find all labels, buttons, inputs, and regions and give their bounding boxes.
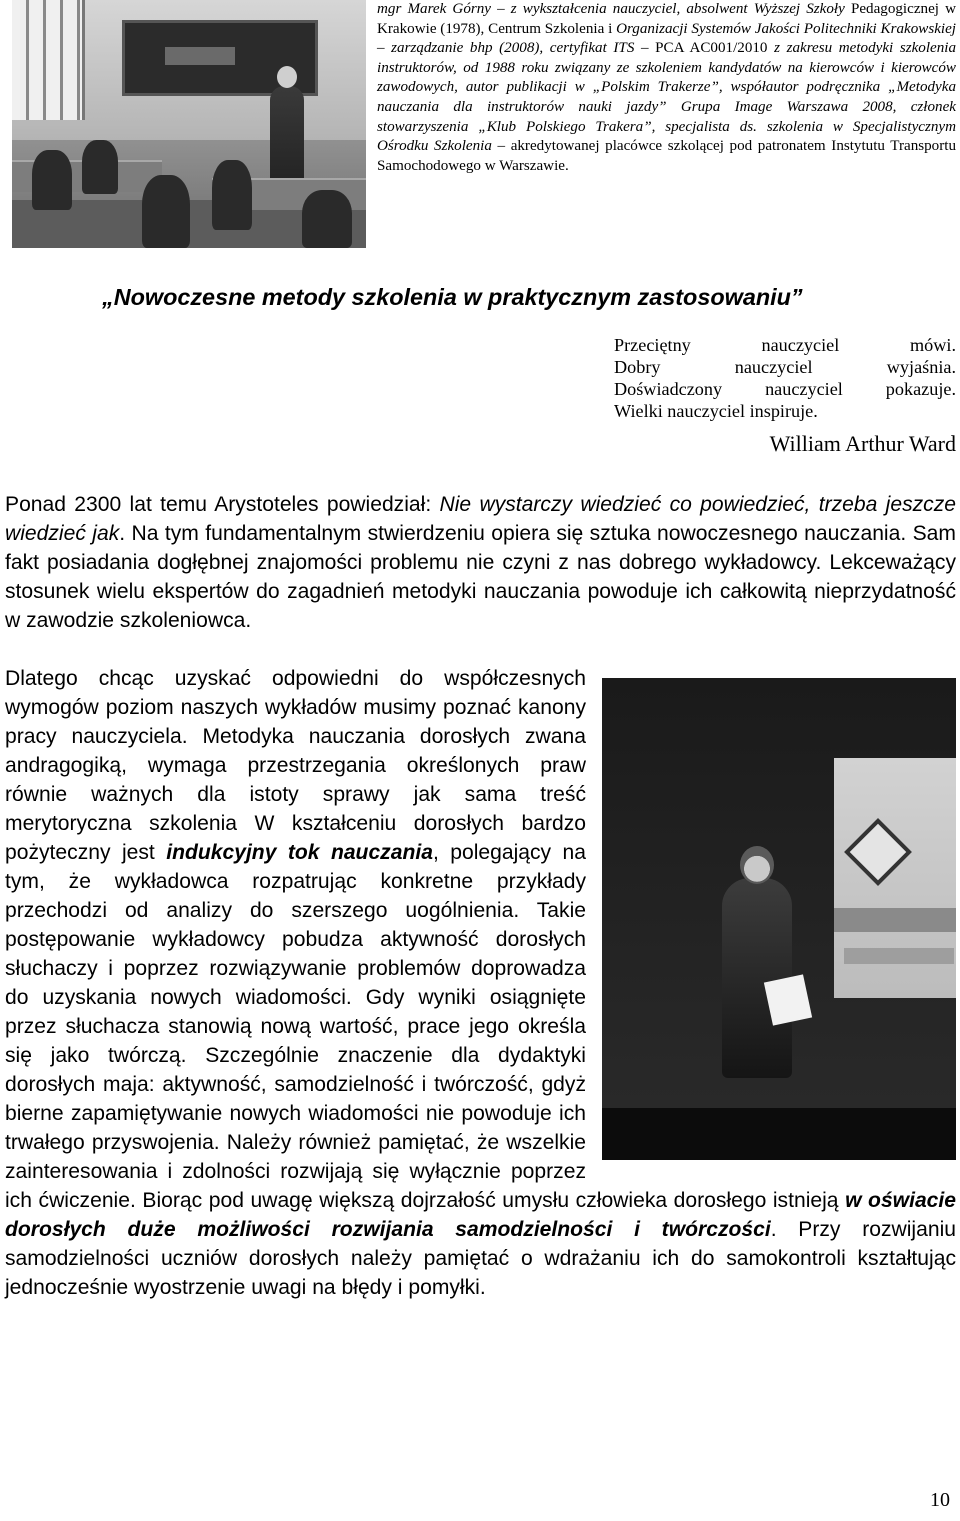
quote-line: Doświadczony nauczyciel pokazuje.: [614, 379, 956, 399]
author-bio-text: [377, 0, 956, 176]
photo-student: [32, 150, 72, 210]
classroom-photo: [12, 0, 366, 248]
quote-line: Wielki nauczyciel inspiruje.: [614, 401, 818, 421]
article-heading: „Nowoczesne metody szkolenia w praktycznym zastosowaniu”: [102, 284, 803, 310]
photo-student: [212, 160, 252, 230]
body-segment: Nie wystarczy wiedzieć co powiedzieć, trzeba jeszcze wiedzieć jak: [5, 493, 956, 545]
bio-segment: akredytowanej placówce szkolącej pod patronatem Instytutu Transportu Samochodowego w Warszawie.: [377, 138, 956, 174]
bio-segment: z wykształcenia nauczyciel, absolwent Wyższej Szkoły: [510, 1, 851, 17]
author-bio: [377, 0, 956, 176]
bio-segment: Pedagogicznej w Krakowie (1978), Centrum Szkolenia i: [377, 1, 956, 37]
photo-student: [302, 190, 352, 248]
body-segment: indukcyjny tok nauczania: [166, 841, 433, 864]
body-segment: Dlatego chcąc uzyskać odpowiedni do współczesnych wymogów poziom naszych wykładów musimy poznać kanony pracy nauczyciela. Metodyka nauczania dorosłych zwana andragogiką, wymaga przestrzegania określonych praw równie ważnych dla istoty sprawy jak sama treść merytoryczna szkolenia W kształceniu dorosłych bardzo pożyteczny jest: [5, 667, 586, 864]
quote-line: Przeciętny nauczyciel mówi.: [614, 335, 956, 355]
body-segment: w oświacie dorosłych duże możliwości rozwijania samodzielności i twórczości: [5, 1189, 956, 1241]
bio-segment: mgr Marek Górny –: [377, 1, 511, 17]
bio-segment: z zakresu metodyki szkolenia instruktorów, od 1988 roku związany ze szkoleniem kandydatów na kierowców i kierowców zawodowych, autor publikacji w „Polskim Trakerze”, współautor podręcznika „Metodyka nauczania dla instruktorów nauki jazdy” Grupa Image Warszawa 2008, członek stowarzyszenia „Klub Polskiego Trakera”, specjalista ds. szkolenia w Specjalistycznym Ośrodku Szkolenia –: [377, 40, 957, 155]
bio-segment: Organizacji Systemów Jakości Politechniki Krakowskiej – zarządzanie bhp (2008), certyfikat ITS –: [377, 20, 956, 57]
body-paragraph: [5, 490, 956, 635]
bio-segment: PCA AC001/2010: [655, 40, 775, 57]
article-body: [5, 490, 956, 1302]
epigraph-quote: [614, 334, 956, 458]
quote-line: Dobry nauczyciel wyjaśnia.: [614, 357, 956, 377]
body-segment: Ponad 2300 lat temu Arystoteles powiedział:: [5, 493, 440, 516]
photo-student: [82, 140, 118, 194]
body-paragraph: [5, 664, 956, 1302]
body-segment: , polegający na tym, że wykładowca rozpatrując konkretne przykłady przechodzi od analizy do szerszego uogólnienia. Takie postępowanie wykładowcy pobudza aktywność dorosłych słuchaczy i poprzez rozwiązywanie problemów doprowadza do uzyskania nowych wiadomości. Gdy wyniki osiągnięte przez słuchacza stanowią nową wartość, prace jego określa się jako twórczą. Szczególnie znaczenie dla dydaktyki dorosłych maja: aktywność, samodzielność i twórczość, gdyż bierne zapamiętywanie nowych wiadomości nie powoduje ich trwałego przyswojenia. Należy również pamiętać, że wszelkie zainteresowania i zdolności rozwijają się wyłącznie poprzez ich ćwiczenie. Biorąc pod uwagę większą dojrzałość umysłu człowieka dorosłego istnieją: [5, 841, 846, 1212]
body-segment: . Przy rozwijaniu samodzielności uczniów dorosłych należy pamiętać o wdrażaniu ich do samokontroli kształtując jednocześnie wyostrzenie uwagi na błędy i pomyłki.: [5, 1218, 957, 1299]
photo-window: [12, 0, 85, 120]
body-segment: . Na tym fundamentalnym stwierdzeniu opiera się sztuka nowoczesnego nauczania. Sam fakt posiadania dogłębnej znajomości problemu nie czyni z nas dobrego wykładowcy. Lekceważący stosunek wielu ekspertów do zagadnień metodyki nauczania powoduje ich całkowitą nieprzydatność w zawodzie szkoleniowca.: [5, 522, 956, 632]
photo-student: [142, 175, 190, 248]
page-number: 10: [930, 1489, 950, 1511]
lecturer-photo: [602, 678, 956, 1160]
quote-author: William Arthur Ward: [769, 431, 956, 456]
